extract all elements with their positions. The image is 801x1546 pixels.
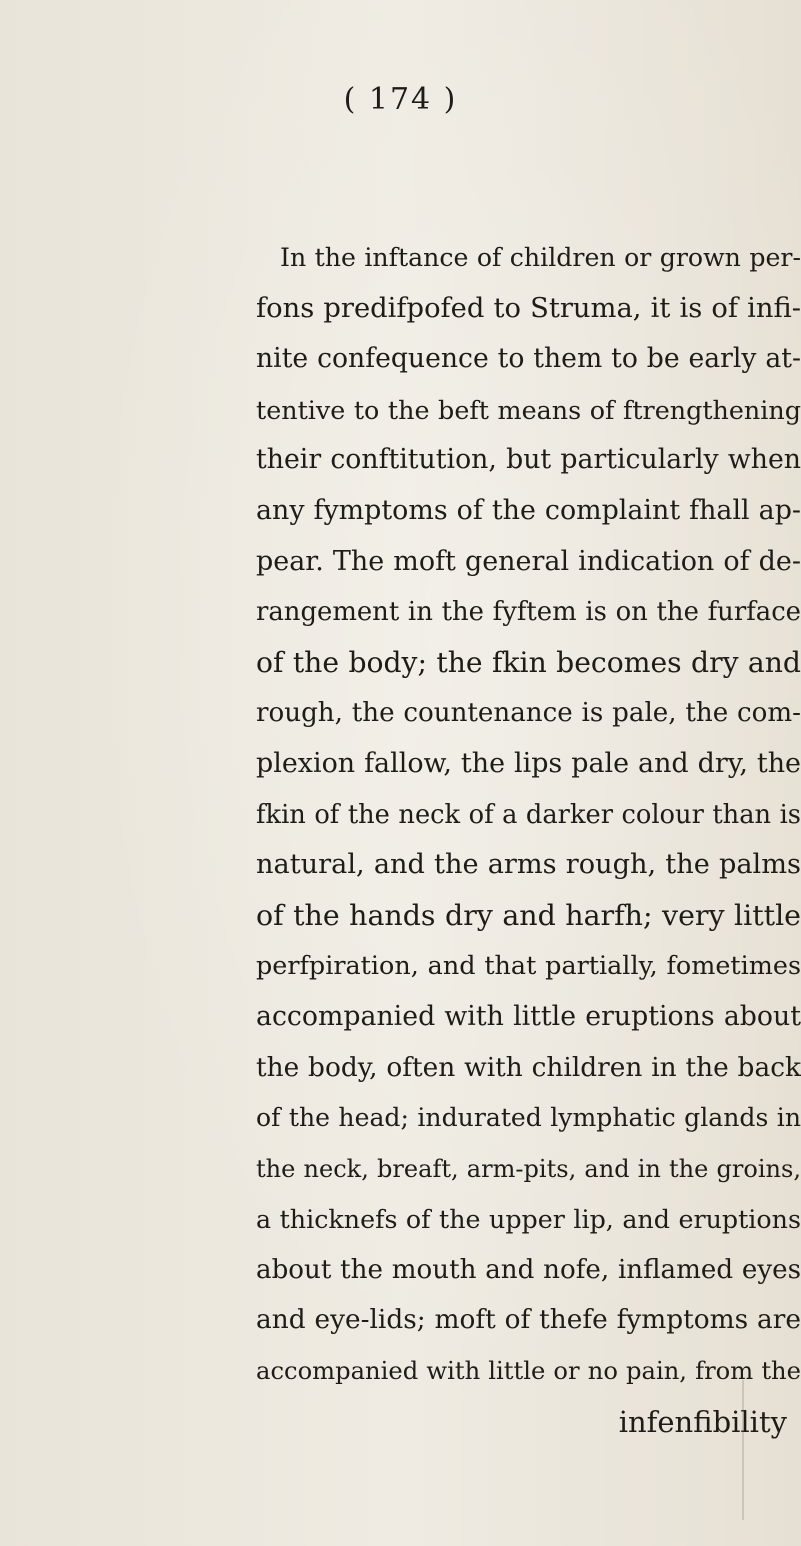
text-line: a thicknefs of the upper lip, and eruptions: [256, 1204, 801, 1235]
text-line: the body, often with children in the back: [256, 1051, 801, 1083]
text-line: and eye-lids; moft of thefe fymptoms are: [256, 1305, 801, 1336]
text-line: any fymptoms of the complaint fhall ap-: [256, 494, 801, 526]
text-line: nite confequence to them to be early at-: [256, 343, 801, 375]
text-line: tentive to the beft means of ftrengthening: [256, 394, 801, 425]
page-number: ( 174 ): [343, 82, 458, 117]
text-line: of the head; indurated lymphatic glands in: [256, 1103, 801, 1133]
text-line: of the body; the fkin becomes dry and: [256, 645, 801, 679]
text-line: plexion fallow, the lips pale and dry, the: [256, 747, 801, 779]
text-line: pear. The moft general indication of de-: [256, 545, 801, 577]
text-line: their conftitution, but particularly when: [256, 444, 801, 476]
text-line: fons predifpofed to Struma, it is of infi-: [256, 292, 801, 324]
text-line: natural, and the arms rough, the palms: [256, 849, 801, 881]
catchword: infenfibility: [618, 1404, 787, 1439]
text-line: perfpiration, and that partially, fometimes: [256, 951, 801, 982]
text-line: of the hands dry and harfh; very little: [256, 898, 801, 932]
text-line: In the inftance of children or grown per-: [280, 243, 801, 272]
text-line: rough, the countenance is pale, the com-: [256, 698, 801, 729]
text-line: accompanied with little eruptions about: [256, 1000, 801, 1032]
text-line: about the mouth and nofe, inflamed eyes: [256, 1254, 801, 1285]
text-line: the neck, breaft, arm-pits, and in the groins,: [256, 1154, 801, 1183]
body-paragraph: [256, 233, 801, 1447]
page-mark: [742, 1380, 744, 1520]
text-line: accompanied with little or no pain, from the: [256, 1357, 801, 1386]
text-line: rangement in the fyftem is on the furface: [256, 597, 801, 628]
text-line: fkin of the neck of a darker colour than is: [256, 799, 801, 830]
